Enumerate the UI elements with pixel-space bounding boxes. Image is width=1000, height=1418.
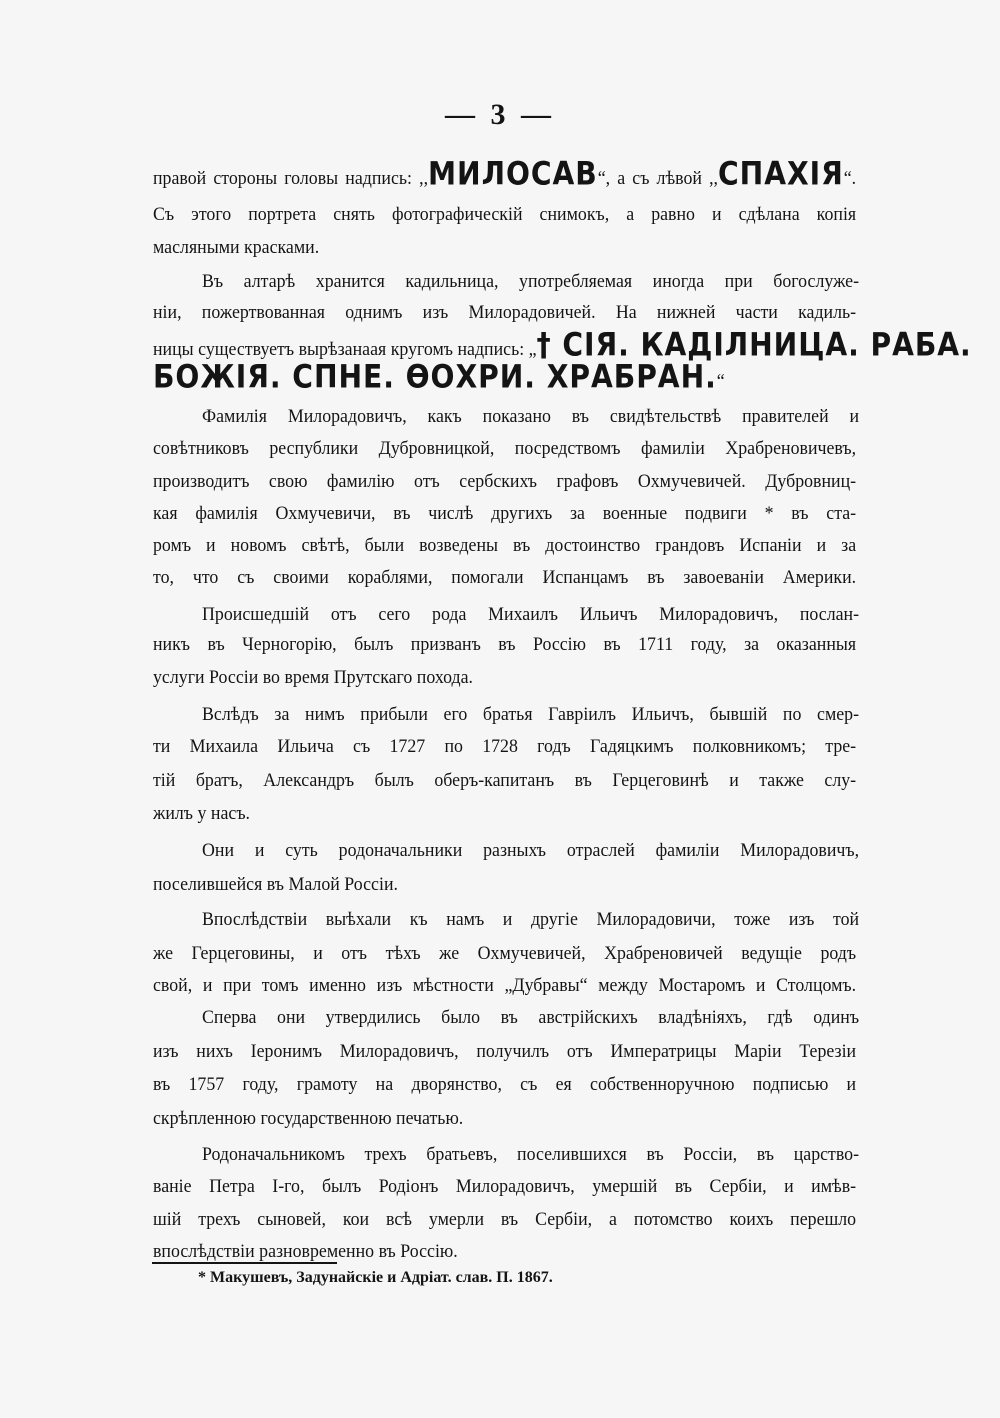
- text-line: Впослѣдствіи выѣхали къ намъ и другіе Милорадовичи, тоже изъ той: [202, 909, 860, 930]
- text-line: кая фамилія Охмучевичи, въ числѣ другихъ за военные подвиги * въ ста-: [153, 503, 857, 524]
- old-slavonic-inscription: БОЖІЯ. СПНЕ. ѲОХРИ. ХРАБРАН.: [153, 358, 717, 397]
- text-line: Съ этого портрета снять фотографическій снимокъ, а равно и сдѣлана копія: [153, 204, 857, 225]
- text-line: никъ въ Черногорію, былъ призванъ въ Россію въ 1711 году, за оказанныя: [153, 634, 857, 655]
- text-line: ромъ и новомъ свѣтѣ, были возведены въ достоинство грандовъ Испаніи и за: [153, 535, 857, 556]
- text-line: [153, 155, 857, 194]
- text-run: “: [716, 371, 725, 392]
- footnote-rule: [152, 1262, 337, 1264]
- text-line: же Герцеговины, и отъ тѣхъ же Охмучевичей, Храбреновичей ведущіе родъ: [153, 943, 857, 964]
- page-number: — 3 —: [445, 98, 555, 131]
- text-line: впослѣдствіи разновременно въ Россію.: [153, 1241, 458, 1262]
- text-line: услуги Россіи во время Прутскаго похода.: [153, 667, 474, 688]
- text-line: Въ алтарѣ хранится кадильница, употребляемая иногда при богослуже-: [202, 271, 860, 292]
- text-line: изъ нихъ Іеронимъ Милорадовичъ, получилъ отъ Императрицы Маріи Терезіи: [153, 1041, 857, 1062]
- text-line: шій трехъ сыновей, кои всѣ умерли въ Сербіи, а потомство коихъ перешло: [153, 1209, 857, 1230]
- text-line: Сперва они утвердились было въ австрійскихъ владѣніяхъ, гдѣ одинъ: [202, 1007, 860, 1028]
- text-line: ти Михаила Ильича съ 1727 по 1728 годъ Гадяцкимъ полковникомъ; тре-: [153, 736, 857, 757]
- old-slavonic-inscription: МИЛОСАВ: [428, 155, 598, 194]
- text-line: совѣтниковъ республики Дубровницкой, посредствомъ фамиліи Храбреновичевъ,: [153, 438, 857, 459]
- text-line: тій братъ, Александръ былъ оберъ-капитанъ въ Герцеговинѣ и также слу-: [153, 770, 857, 791]
- text-line: скрѣпленною государственною печатью.: [153, 1108, 464, 1129]
- text-run: правой стороны головы надпись: ,,: [153, 168, 429, 189]
- text-line: то, что съ своими кораблями, помогали Испанцамъ въ завоеваніи Америки.: [153, 567, 857, 588]
- text-line: Фамилія Милорадовичъ, какъ показано въ свидѣтельствѣ правителей и: [202, 406, 860, 427]
- text-line: ніи, пожертвованная однимъ изъ Милорадовичей. На нижней части кадиль-: [153, 302, 857, 323]
- text-run: ницы существуетъ вырѣзанаая кругомъ надпись: „: [153, 339, 537, 360]
- text-line: Родоначальникомъ трехъ братьевъ, поселившихся въ Россіи, въ царство-: [202, 1144, 860, 1165]
- text-line: Происшедшій отъ сего рода Михаилъ Ильичъ Милорадовичъ, послан-: [202, 604, 860, 625]
- text-run: “, а съ лѣвой ,,: [597, 168, 719, 189]
- footnote: * Макушевъ, Задунайскіе и Адріат. слав. П. 1867.: [198, 1269, 553, 1286]
- text-line: Вслѣдъ за нимъ прибыли его братья Гавріилъ Ильичъ, бывшій по смер-: [202, 704, 860, 725]
- text-run: “.: [843, 168, 857, 189]
- old-slavonic-inscription: † СІЯ. КАДІЛНИЦА. РАБА.: [536, 326, 972, 365]
- text-line: свой, и при томъ именно изъ мѣстности „Дубравы“ между Мостаромъ и Столцомъ.: [153, 975, 857, 996]
- text-line: въ 1757 году, грамоту на дворянство, съ ея собственноручною подписью и: [153, 1074, 857, 1095]
- text-line: [153, 358, 856, 397]
- text-line: поселившейся въ Малой Россіи.: [153, 874, 398, 895]
- text-line: жилъ у насъ.: [153, 803, 251, 824]
- old-slavonic-inscription: СПАХІЯ: [718, 155, 844, 194]
- text-line: производитъ свою фамилію отъ сербскихъ графовъ Охмучевичей. Дубровниц-: [153, 471, 857, 492]
- text-line: ваніе Петра І-го, былъ Родіонъ Милорадовичъ, умершій въ Сербіи, и имѣв-: [153, 1176, 857, 1197]
- text-line: Они и суть родоначальники разныхъ отраслей фамиліи Милорадовичъ,: [202, 840, 860, 861]
- text-line: масляными красками.: [153, 237, 320, 258]
